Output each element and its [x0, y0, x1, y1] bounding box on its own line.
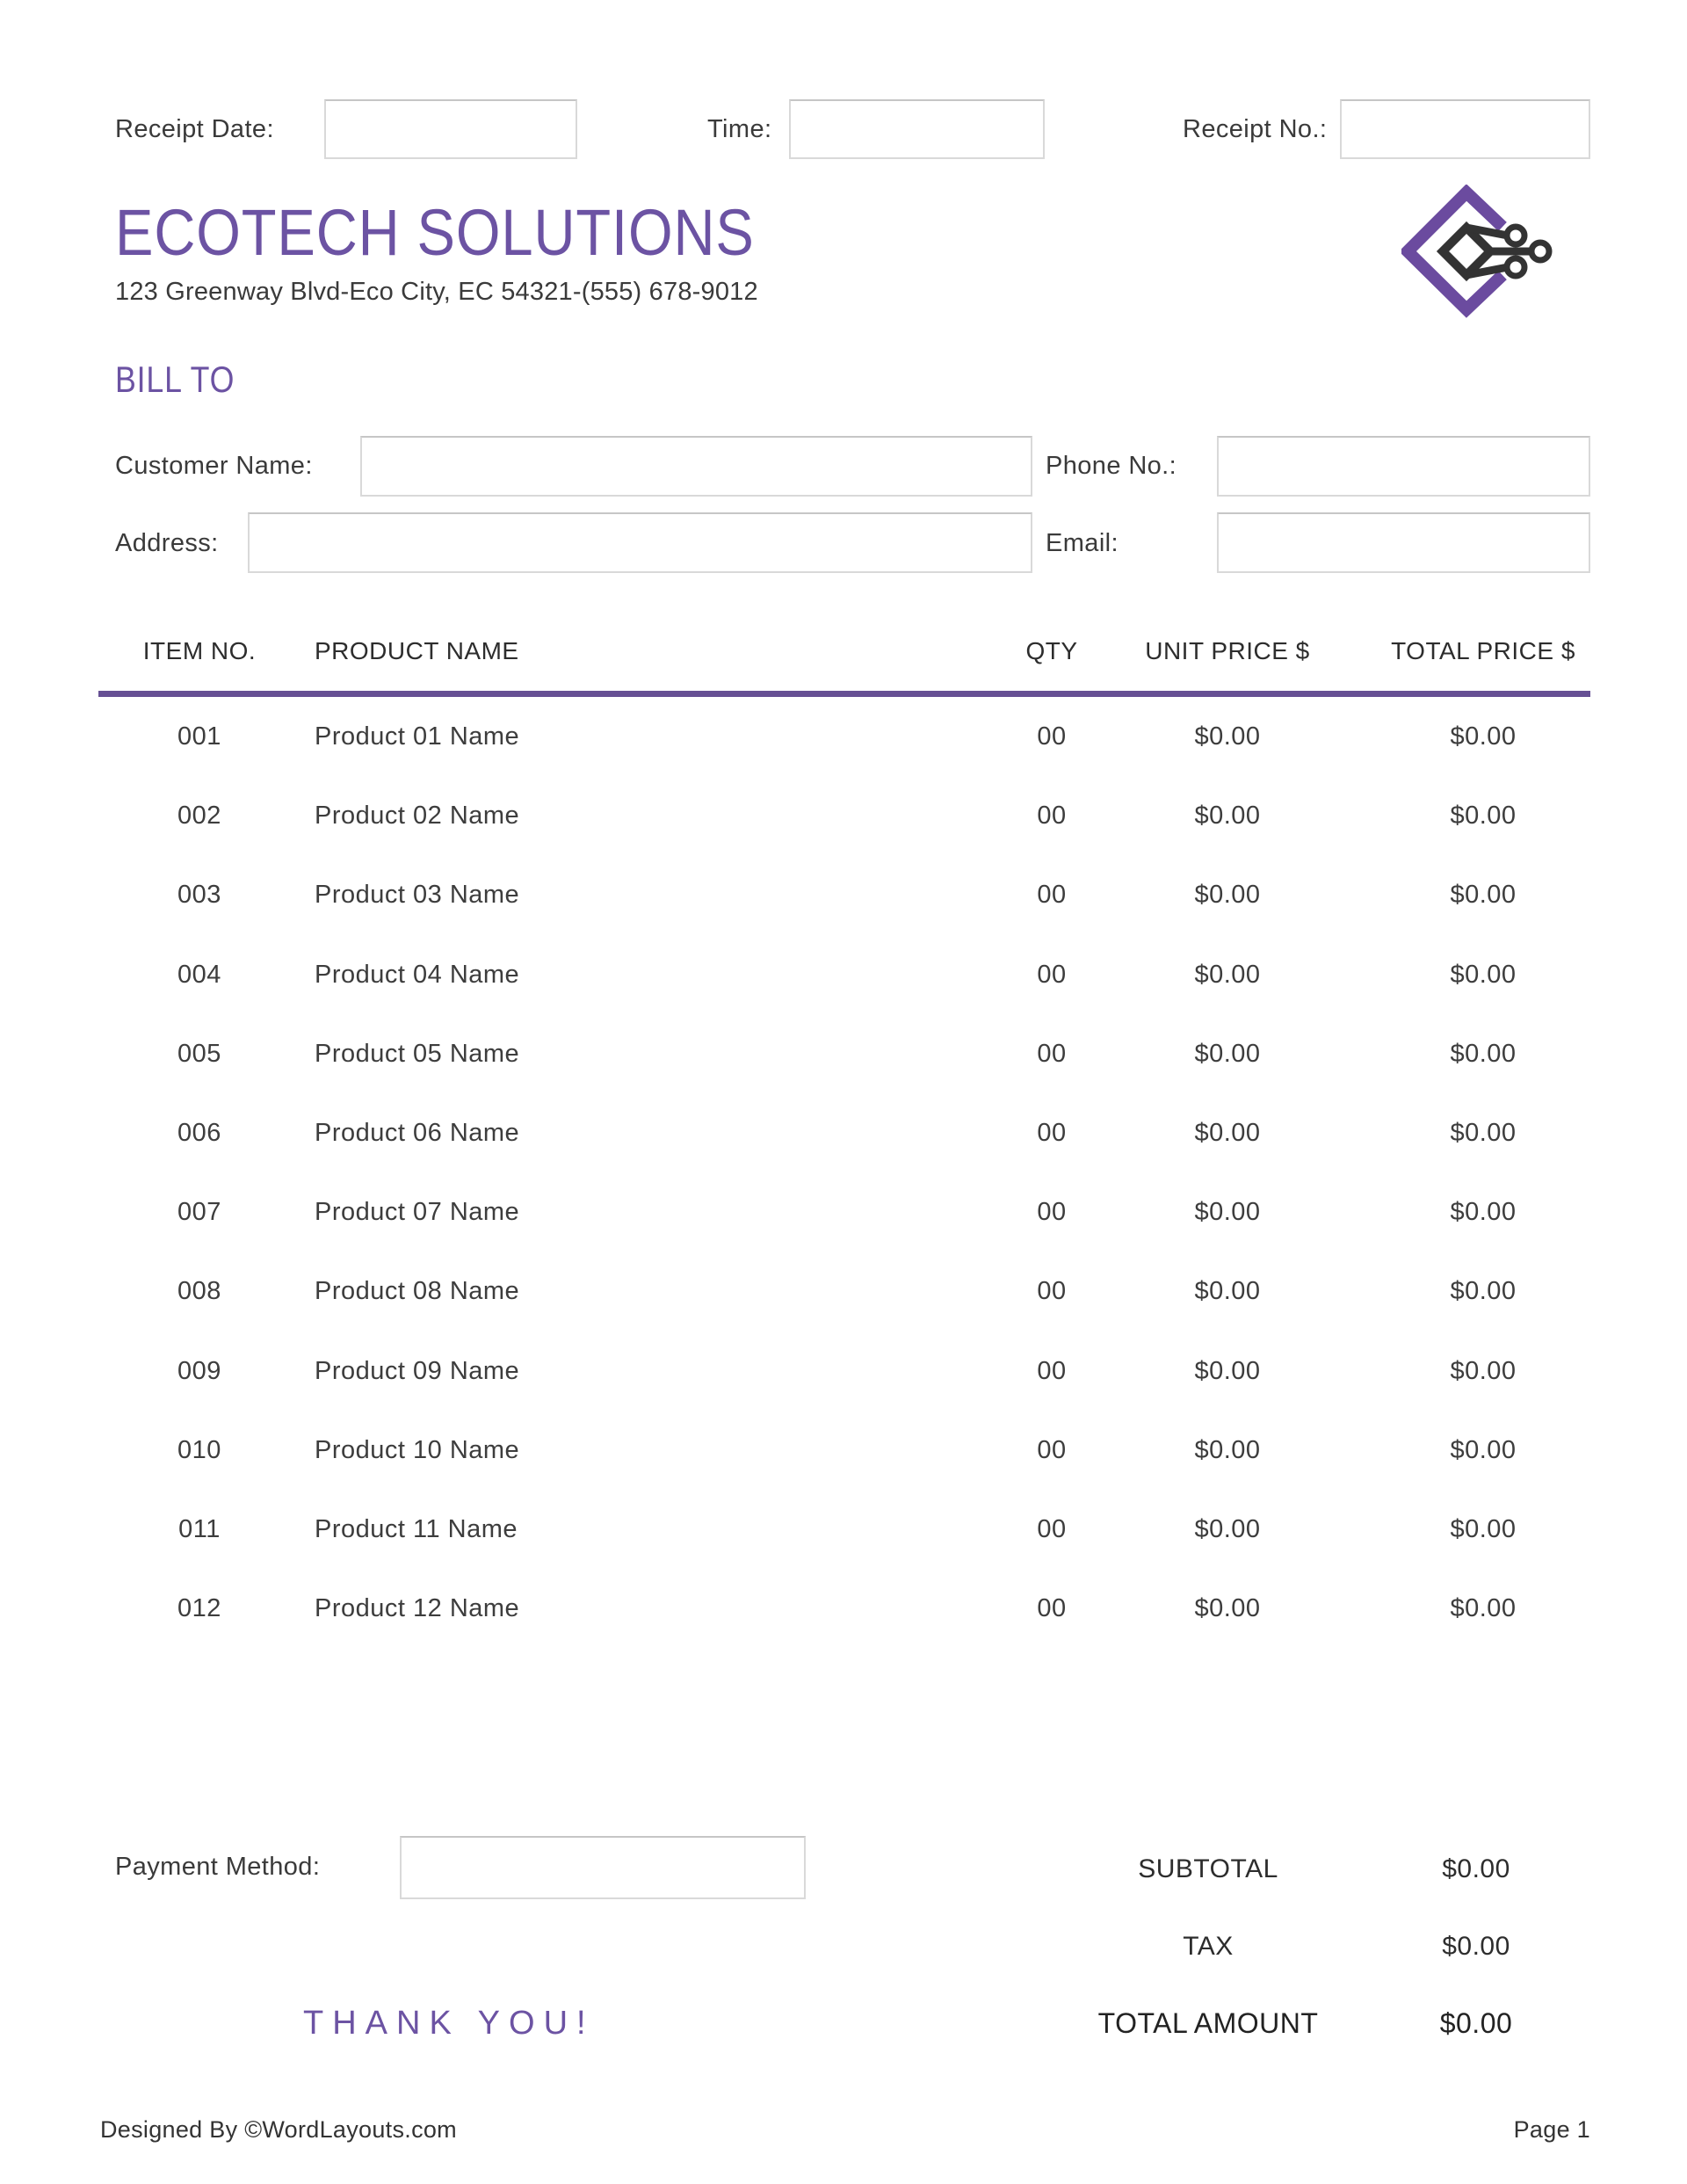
cell-total-price: $0.00: [1450, 1356, 1517, 1385]
cell-item-no: 007: [177, 1198, 221, 1227]
cell-total-price: $0.00: [1450, 1515, 1517, 1543]
email-label: Email:: [1046, 529, 1119, 557]
time-label: Time:: [707, 115, 772, 143]
diamond-circuit-logo-icon: [1401, 185, 1555, 318]
thank-you-text: THANK YOU!: [303, 2005, 595, 2042]
footer-credit: Designed By ©WordLayouts.com: [100, 2116, 457, 2143]
payment-method-label: Payment Method:: [115, 1853, 321, 1881]
time-input[interactable]: [789, 99, 1045, 159]
phone-label: Phone No.:: [1046, 452, 1177, 480]
company-address: 123 Greenway Blvd-Eco City, EC 54321-(555) 678-9012: [115, 278, 758, 306]
cell-total-price: $0.00: [1450, 881, 1517, 910]
receipt-no-label: Receipt No.:: [1183, 115, 1328, 143]
cell-unit-price: $0.00: [1194, 1594, 1261, 1623]
address-label: Address:: [115, 529, 219, 557]
cell-product-name: Product 12 Name: [315, 1594, 520, 1623]
cell-qty: 00: [1037, 802, 1067, 831]
cell-qty: 00: [1037, 1356, 1067, 1385]
cell-unit-price: $0.00: [1194, 1435, 1261, 1464]
phone-input[interactable]: [1217, 436, 1590, 497]
bill-to-heading: BILL TO: [115, 359, 235, 400]
logo-node-bottom: [1507, 258, 1524, 276]
cell-item-no: 001: [177, 722, 221, 751]
cell-product-name: Product 05 Name: [315, 1039, 520, 1068]
cell-qty: 00: [1037, 1594, 1067, 1623]
customer-name-input[interactable]: [360, 436, 1032, 497]
cell-product-name: Product 11 Name: [315, 1515, 518, 1543]
cell-qty: 00: [1037, 1515, 1067, 1543]
total-amount-label: TOTAL AMOUNT: [1097, 2007, 1319, 2039]
receipt-date-input[interactable]: [324, 99, 577, 159]
cell-total-price: $0.00: [1450, 1119, 1517, 1147]
cell-qty: 00: [1037, 960, 1067, 989]
cell-qty: 00: [1037, 1119, 1067, 1147]
cell-unit-price: $0.00: [1194, 1277, 1261, 1306]
cell-product-name: Product 09 Name: [315, 1356, 520, 1385]
cell-item-no: 008: [177, 1277, 221, 1306]
cell-qty: 00: [1037, 1435, 1067, 1464]
cell-total-price: $0.00: [1450, 1277, 1517, 1306]
cell-unit-price: $0.00: [1194, 1198, 1261, 1227]
email-input[interactable]: [1217, 512, 1590, 573]
cell-total-price: $0.00: [1450, 960, 1517, 989]
subtotal-label: SUBTOTAL: [1138, 1854, 1278, 1883]
cell-qty: 00: [1037, 1198, 1067, 1227]
cell-product-name: Product 08 Name: [315, 1277, 520, 1306]
cell-total-price: $0.00: [1450, 802, 1517, 831]
cell-unit-price: $0.00: [1194, 722, 1261, 751]
cell-product-name: Product 10 Name: [315, 1435, 520, 1464]
cell-item-no: 003: [177, 881, 221, 910]
customer-name-label: Customer Name:: [115, 452, 313, 480]
cell-item-no: 012: [177, 1594, 221, 1623]
cell-item-no: 010: [177, 1435, 221, 1464]
logo-node-middle: [1531, 243, 1549, 260]
payment-method-input[interactable]: [400, 1836, 806, 1899]
cell-item-no: 004: [177, 960, 221, 989]
cell-product-name: Product 04 Name: [315, 960, 520, 989]
cell-item-no: 005: [177, 1039, 221, 1068]
cell-product-name: Product 01 Name: [315, 722, 520, 751]
cell-total-price: $0.00: [1450, 722, 1517, 751]
header-divider-rule: [98, 691, 1590, 697]
cell-unit-price: $0.00: [1194, 1119, 1261, 1147]
cell-qty: 00: [1037, 881, 1067, 910]
cell-total-price: $0.00: [1450, 1594, 1517, 1623]
cell-unit-price: $0.00: [1194, 1515, 1261, 1543]
cell-total-price: $0.00: [1450, 1039, 1517, 1068]
footer-page-number: Page 1: [1513, 2116, 1590, 2143]
receipt-no-input[interactable]: [1340, 99, 1590, 159]
cell-unit-price: $0.00: [1194, 881, 1261, 910]
company-name: ECOTECH SOLUTIONS: [115, 196, 755, 269]
cell-unit-price: $0.00: [1194, 802, 1261, 831]
col-header-total-price: TOTAL PRICE $: [1391, 637, 1575, 664]
col-header-product-name: PRODUCT NAME: [315, 637, 519, 664]
cell-item-no: 002: [177, 802, 221, 831]
col-header-qty: QTY: [1025, 637, 1078, 664]
cell-unit-price: $0.00: [1194, 960, 1261, 989]
cell-qty: 00: [1037, 1277, 1067, 1306]
address-input[interactable]: [248, 512, 1032, 573]
cell-qty: 00: [1037, 722, 1067, 751]
tax-value: $0.00: [1442, 1932, 1510, 1961]
col-header-item-no: ITEM NO.: [142, 637, 257, 664]
cell-product-name: Product 07 Name: [315, 1198, 520, 1227]
cell-product-name: Product 02 Name: [315, 802, 520, 831]
cell-item-no: 006: [177, 1119, 221, 1147]
logo-node-top: [1507, 227, 1524, 244]
cell-item-no: 011: [178, 1515, 221, 1543]
col-header-unit-price: UNIT PRICE $: [1145, 637, 1310, 664]
total-amount-value: $0.00: [1439, 2007, 1513, 2039]
cell-total-price: $0.00: [1450, 1198, 1517, 1227]
cell-item-no: 009: [177, 1356, 221, 1385]
cell-unit-price: $0.00: [1194, 1039, 1261, 1068]
cell-total-price: $0.00: [1450, 1435, 1517, 1464]
subtotal-value: $0.00: [1442, 1854, 1510, 1883]
cell-product-name: Product 03 Name: [315, 881, 520, 910]
tax-label: TAX: [1183, 1932, 1234, 1961]
cell-unit-price: $0.00: [1194, 1356, 1261, 1385]
cell-qty: 00: [1037, 1039, 1067, 1068]
receipt-date-label: Receipt Date:: [115, 115, 274, 143]
cell-product-name: Product 06 Name: [315, 1119, 520, 1147]
